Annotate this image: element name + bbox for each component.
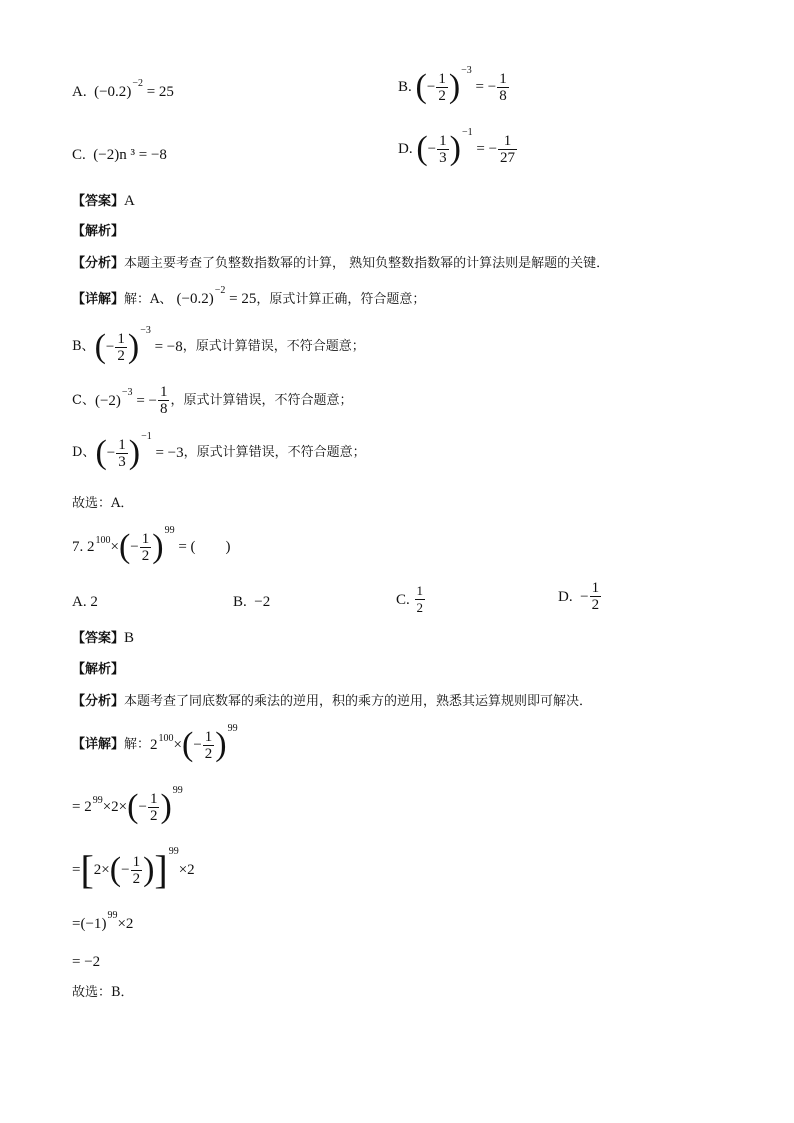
detail-b-exp: −3 <box>140 325 151 336</box>
option-label: B. <box>398 79 412 95</box>
option-c-base: −2 <box>98 147 115 163</box>
q6-option-a: A. $(-0.2)^{-2} = 25$ <box>72 78 174 100</box>
step4-base: −1 <box>85 916 102 932</box>
q7-detail-step5 <box>72 952 100 972</box>
detail-d-text: ，原式计算错误，不符合题意； <box>183 445 366 460</box>
detail-c-exp: −3 <box>121 386 133 398</box>
step1-exp: 100 <box>158 733 174 744</box>
option-d-exp: −1 <box>461 127 473 138</box>
answer-tag: 【答案】 <box>72 631 125 646</box>
q7-option-d-den: 2 <box>591 597 600 613</box>
option-b-fraction: $\frac{1}{2}$ <box>438 70 446 104</box>
step3-exp: 99 <box>168 846 179 857</box>
q7-option-d-num: 1 <box>591 580 600 596</box>
step2-mid: ×2× <box>102 799 128 815</box>
answer-value: A <box>124 193 135 209</box>
q7-frac-exp: 99 <box>164 525 175 536</box>
q6-detail-d: D、 ( − $\frac{1}{3}$ ) −1 = −3 ，原式计算错误，不符合题意； <box>72 436 366 470</box>
q7-base-exp: 100 <box>95 535 111 546</box>
step2-frac-den: 2 <box>149 807 158 824</box>
detail-c-base: −2 <box>99 392 116 409</box>
step3-inner: 2× <box>93 862 110 878</box>
detail-d-rhs: = −3 <box>155 445 184 461</box>
option-label: A. <box>72 84 87 100</box>
option-a-exp: −2 <box>132 78 143 89</box>
step2-frac-exp: 99 <box>172 785 183 796</box>
detail-a-rhs: = 25 <box>229 291 257 307</box>
q7-option-b <box>233 592 270 612</box>
q7-option-c <box>396 583 426 616</box>
detail-b-text: ，原式计算错误，不符合题意； <box>182 339 365 354</box>
step3-lead: = <box>72 862 81 878</box>
q7-base: 2 <box>87 539 95 555</box>
q7-detail-step3: = [ 2× ( − $\frac{1}{2}$ ) ] 99 ×2 <box>72 850 195 890</box>
detail-prefix: 解： <box>124 737 151 752</box>
q7-analysis <box>72 692 592 712</box>
q7-option-d: D. − $\frac{1}{2}$ <box>558 580 600 613</box>
q6-detail-b: B、 ( − $\frac{1}{2}$ ) −3 = −8 ，原式计算错误，不符合题意； <box>72 330 365 364</box>
q6-analysis <box>72 254 609 274</box>
q6-option-b: B. ( − $\frac{1}{2}$ ) −3 = − $\frac{1}{8}$ <box>398 70 510 104</box>
detail-b-num: 1 <box>117 330 125 347</box>
option-label: C. <box>72 147 86 163</box>
q7-answer <box>72 628 134 649</box>
question-number: 7. <box>72 539 84 555</box>
q7-stem: 7. 2 100 × ( − $\frac{1}{2}$ ) 99 = ( ) <box>72 530 231 564</box>
q7-detail-step1: 【详解】 解： 2 100 × ( − $\frac{1}{2}$ ) 99 <box>72 728 238 762</box>
detail-prefix: 解：A、 <box>124 292 173 307</box>
q7-option-b-value: −2 <box>254 594 271 610</box>
detail-prefix: B、 <box>72 339 95 354</box>
q7-option-a-text: A. 2 <box>72 594 98 610</box>
option-label: D. <box>398 141 413 157</box>
option-a-base: −0.2 <box>99 84 127 100</box>
detail-c-num: 1 <box>159 384 168 400</box>
q7-conclusion <box>72 983 134 1003</box>
jiexi-tag: 【解析】 <box>72 224 125 239</box>
option-label: B. <box>233 594 247 610</box>
detail-prefix: D、 <box>72 445 96 460</box>
q6-detail-a: 【详解】解：A、 $(-0.2)^{-2} = 25$，原式计算正确，符合题意； <box>72 285 426 307</box>
step4-tail: ×2 <box>117 916 134 932</box>
analysis-tag: 【分析】 <box>72 256 125 271</box>
option-b-exp: −3 <box>461 65 472 76</box>
detail-a-base: −0.2 <box>181 291 209 307</box>
step1-frac-den: 2 <box>204 745 213 762</box>
analysis-text: 本题考查了同底数幂的乘法的逆用，积的乘方的逆用，熟悉其运算规则即可解决． <box>124 694 593 709</box>
q6-option-c: C. (−2)n ³ = −8 <box>72 147 167 163</box>
detail-d-num: 1 <box>118 436 126 453</box>
detail-b-rhs: = −8 <box>154 339 183 355</box>
q7-times: × <box>110 539 119 555</box>
q7-jiexi <box>72 660 124 680</box>
detail-tag: 【详解】 <box>72 737 125 752</box>
q7-detail-step2: = 2 99 ×2× ( − $\frac{1}{2}$ ) 99 <box>72 790 183 824</box>
option-label: D. <box>558 588 573 605</box>
step2-lead: = 2 <box>72 799 92 815</box>
q6-conclusion <box>72 494 133 514</box>
option-d-fraction: $\frac{1}{3}$ <box>439 132 447 166</box>
step1-frac-exp: 99 <box>227 723 238 734</box>
step1-frac-num: 1 <box>204 728 213 745</box>
q7-detail-step4: $=(-1)^{99}\times 2$ <box>72 910 134 932</box>
analysis-text: 本题主要考查了负整数指数幂的计算， 熟知负整数指数幂的计算法则是解题的关键． <box>124 256 610 271</box>
step3-tail: ×2 <box>178 862 195 878</box>
q7-option-c-num: 1 <box>416 583 424 598</box>
step4-lead: = <box>72 916 81 932</box>
q6-jiexi <box>72 222 124 242</box>
detail-d-den: 3 <box>118 453 126 470</box>
detail-tag: 【详解】 <box>72 292 125 307</box>
detail-d-exp: −1 <box>141 431 152 442</box>
q7-tail: = ( ) <box>178 539 231 555</box>
step2-frac-num: 1 <box>149 790 158 807</box>
option-d-rhs: $\frac{1}{27}$ <box>500 132 516 166</box>
detail-b-den: 2 <box>117 347 125 364</box>
conclusion-text: 故选：A． <box>72 496 134 511</box>
q6-answer <box>72 191 135 212</box>
option-b-rhs: $\frac{1}{8}$ <box>499 70 507 104</box>
step2-exp: 99 <box>92 795 103 806</box>
step1-base: 2 <box>150 737 158 753</box>
step3-frac-den: 2 <box>132 870 141 887</box>
q7-option-a <box>72 592 98 612</box>
option-a-rhs: = 25 <box>146 84 174 100</box>
answer-value: B <box>124 630 135 646</box>
step4-exp: 99 <box>107 910 118 921</box>
jiexi-tag: 【解析】 <box>72 662 125 677</box>
q6-option-d: D. ( − $\frac{1}{3}$ ) −1 = − $\frac{1}{27}$ <box>398 132 518 166</box>
option-label: C. <box>396 591 410 608</box>
q7-frac-den: 2 <box>141 547 150 564</box>
detail-prefix: C、 <box>72 392 95 408</box>
q7-option-c-den: 2 <box>416 600 424 615</box>
detail-c-text: ，原式计算错误，不符合题意； <box>170 392 353 408</box>
answer-tag: 【答案】 <box>72 194 125 209</box>
option-c-tail: n ³ = −8 <box>119 147 167 163</box>
analysis-tag: 【分析】 <box>72 694 125 709</box>
detail-c-den: 8 <box>159 401 168 417</box>
step5-text: = −2 <box>72 954 101 970</box>
detail-a-exp: −2 <box>214 285 226 296</box>
q7-frac-num: 1 <box>141 530 150 547</box>
conclusion-text: 故选：B． <box>72 985 134 1000</box>
step3-frac-num: 1 <box>132 853 141 870</box>
q6-detail-c: C、 ( −2 ) −3 = − $\frac{1}{8}$ ，原式计算错误，不符合题意； <box>72 384 353 417</box>
detail-a-text: ，原式计算正确，符合题意； <box>256 292 426 307</box>
